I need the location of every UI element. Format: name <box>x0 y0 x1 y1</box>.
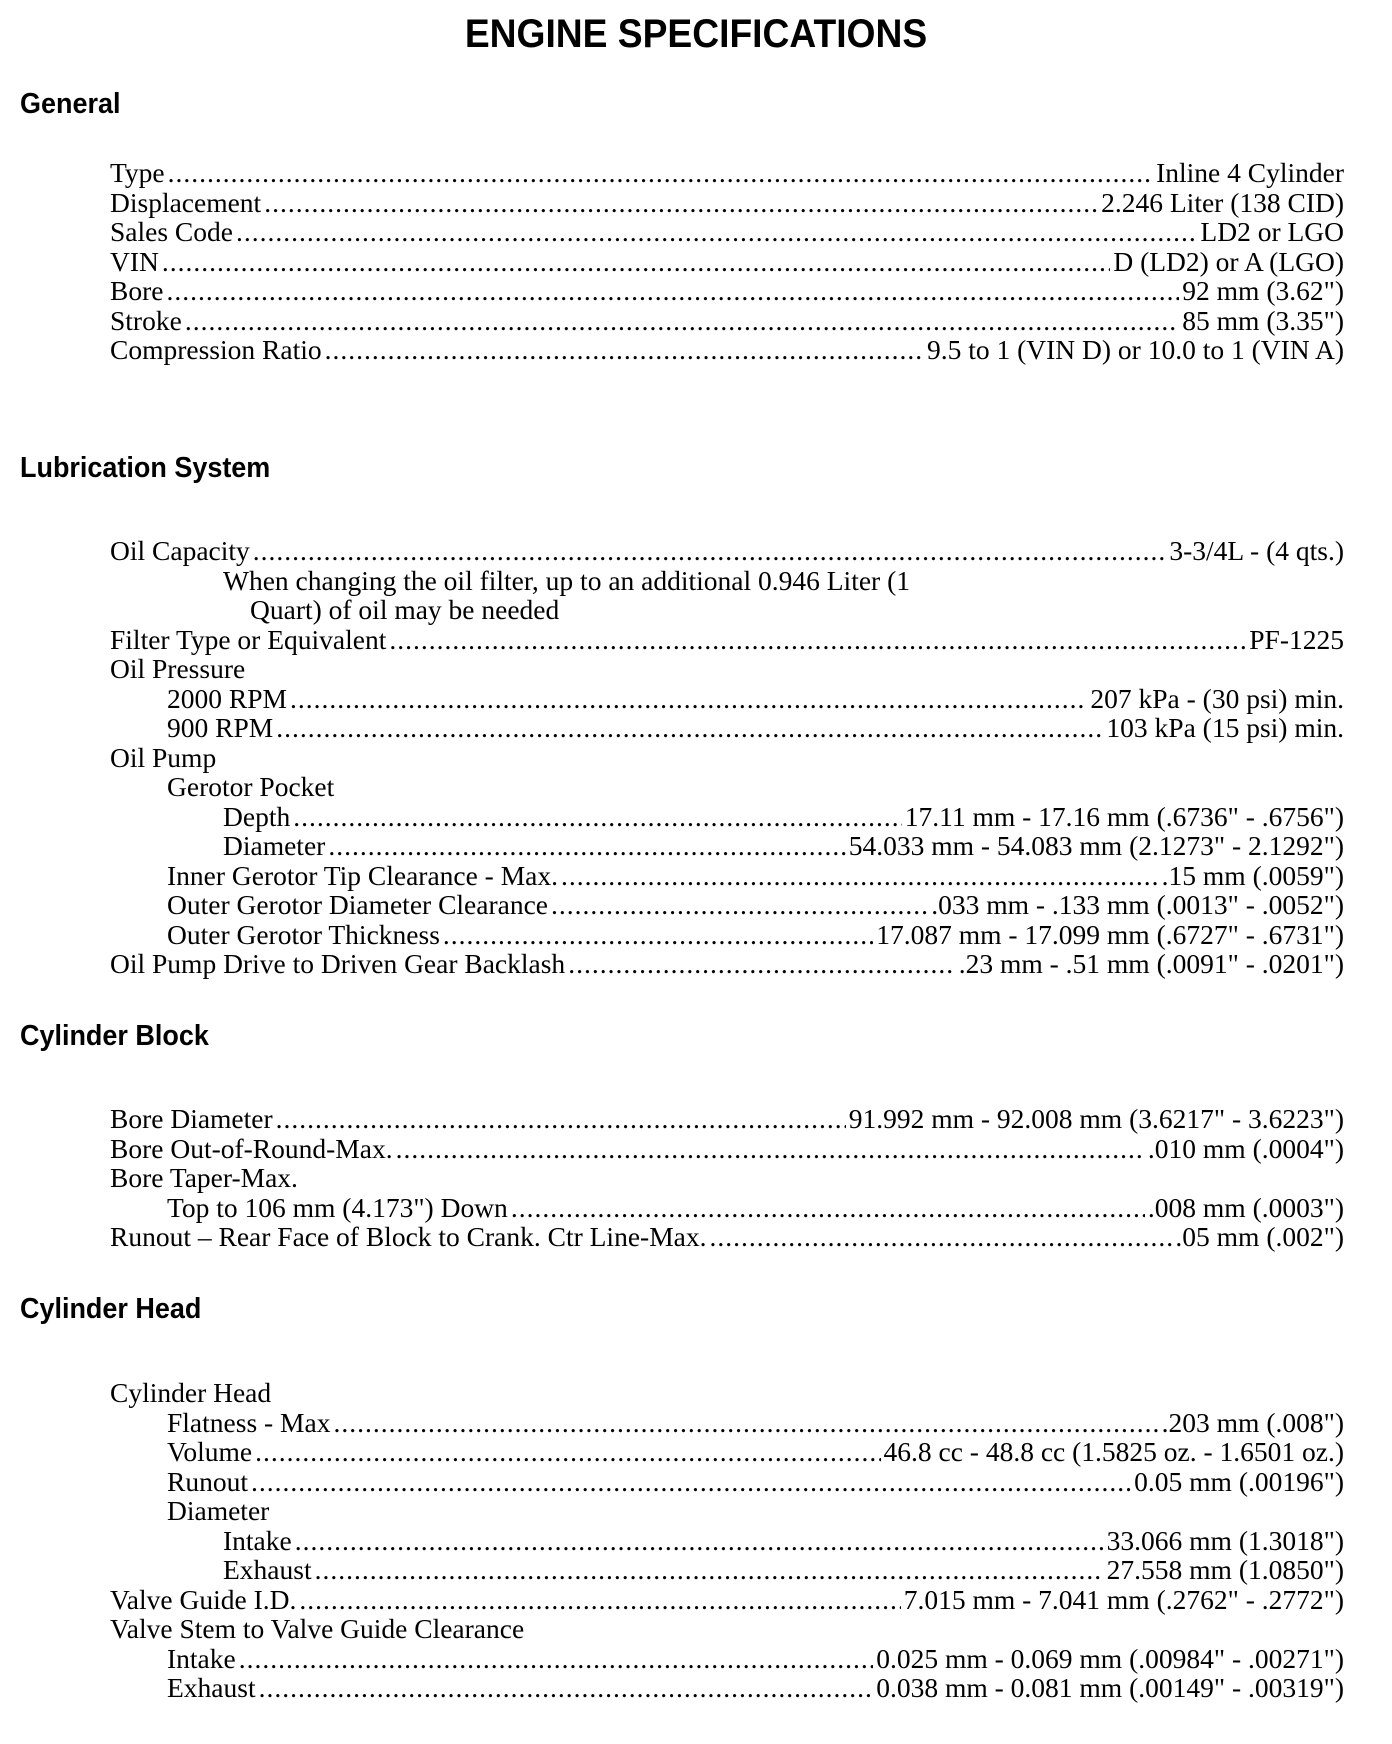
general-spec-list <box>110 158 1344 365</box>
spec-row-vin: VIN ..... D (LD2) or A (LGO) <box>110 247 1344 277</box>
spec-row-compression-ratio: Compression Ratio ..... 9.5 to 1 (VIN D) or 10.0 to 1 (VIN A) <box>110 335 1344 365</box>
spec-row-2000-rpm: 2000 RPM ..... 207 kPa - (30 psi) min. <box>110 684 1344 714</box>
spec-row-stroke: Stroke ..... 85 mm (3.35") <box>110 306 1344 336</box>
spec-row-type: Type ..... Inline 4 Cylinder <box>110 158 1344 188</box>
spec-row-depth: Depth ..... 17.11 mm - 17.16 mm (.6736" - .6756") <box>110 802 1344 832</box>
spec-row-oil-capacity: Oil Capacity ..... 3-3/4L - (4 qts.) <box>110 536 1344 566</box>
oil-filter-note-line1: When changing the oil filter, up to an additional 0.946 Liter (1 <box>223 564 910 596</box>
spec-row-bore-out-of-round: Bore Out-of-Round-Max. ..... .010 mm (.0004") <box>110 1134 1344 1164</box>
spec-row-valve-guide-id: Valve Guide I.D. ..... 7.015 mm - 7.041 mm (.2762" - .2772") <box>110 1585 1344 1615</box>
section-heading-general: General <box>20 88 121 120</box>
spec-row-bore-diameter: Bore Diameter ..... 91.992 mm - 92.008 mm (3.6217" - 3.6223") <box>110 1104 1344 1134</box>
subheading-diameter: Diameter <box>167 1495 270 1526</box>
section-heading-cylinder-head: Cylinder Head <box>20 1293 202 1325</box>
section-heading-cylinder-block: Cylinder Block <box>20 1020 209 1052</box>
spec-row-gear-backlash: Oil Pump Drive to Driven Gear Backlash ..... .23 mm - .51 mm (.0091" - .0201") <box>110 949 1344 979</box>
spec-row-outer-gerotor-thickness: Outer Gerotor Thickness ..... 17.087 mm - 17.099 mm (.6727" - .6731") <box>110 920 1344 950</box>
spec-row-inner-gerotor-tip: Inner Gerotor Tip Clearance - Max. ..... .15 mm (.0059") <box>110 861 1344 891</box>
spec-row-flatness: Flatness - Max ..... .203 mm (.008") <box>110 1408 1344 1438</box>
spec-row-head-runout: Runout ..... 0.05 mm (.00196") <box>110 1467 1344 1497</box>
page-title: ENGINE SPECIFICATIONS <box>464 12 928 56</box>
lubrication-spec-list <box>110 536 1344 979</box>
subheading-cylinder-head: Cylinder Head <box>110 1377 272 1408</box>
spec-row-stem-exhaust: Exhaust ..... 0.038 mm - 0.081 mm (.00149" - .00319") <box>110 1673 1344 1703</box>
spec-row-stem-intake: Intake ..... 0.025 mm - 0.069 mm (.00984" - .00271") <box>110 1644 1344 1674</box>
subheading-oil-pump: Oil Pump <box>110 741 217 773</box>
spec-row-outer-gerotor-diameter: Outer Gerotor Diameter Clearance ..... .033 mm - .133 mm (.0013" - .0052") <box>110 890 1344 920</box>
cylinder-block-spec-list <box>110 1104 1344 1252</box>
spec-row-exhaust-diameter: Exhaust ..... 27.558 mm (1.0850") <box>110 1555 1344 1585</box>
section-heading-lubrication: Lubrication System <box>20 452 271 484</box>
subheading-oil-pressure: Oil Pressure <box>110 653 246 684</box>
oil-filter-note-line2: Quart) of oil may be needed <box>250 594 560 625</box>
spec-row-block-runout: Runout – Rear Face of Block to Crank. Ctr Line-Max. ..... .05 mm (.002") <box>110 1222 1344 1252</box>
spec-row-displacement: Displacement ..... 2.246 Liter (138 CID) <box>110 188 1344 218</box>
spec-row-filter-type: Filter Type or Equivalent ..... PF-1225 <box>110 625 1344 655</box>
cylinder-head-spec-list <box>110 1378 1344 1703</box>
subheading-stem-clearance: Valve Stem to Valve Guide Clearance <box>110 1613 525 1644</box>
subheading-gerotor-pocket: Gerotor Pocket <box>167 771 335 802</box>
spec-row-sales-code: Sales Code ..... LD2 or LGO <box>110 217 1344 247</box>
spec-row-900-rpm: 900 RPM ..... 103 kPa (15 psi) min. <box>110 713 1344 743</box>
subheading-bore-taper: Bore Taper-Max. <box>110 1162 298 1193</box>
spec-row-bore: Bore ..... 92 mm (3.62") <box>110 276 1344 306</box>
spec-row-intake-diameter: Intake ..... 33.066 mm (1.3018") <box>110 1526 1344 1556</box>
spec-row-volume: Volume ..... 46.8 cc - 48.8 cc (1.5825 oz. - 1.6501 oz.) <box>110 1437 1344 1467</box>
spec-row-top-to-106: Top to 106 mm (4.173") Down ..... .008 mm (.0003") <box>110 1193 1344 1223</box>
spec-row-pocket-diameter: Diameter ..... 54.033 mm - 54.083 mm (2.1273" - 2.1292") <box>110 831 1344 861</box>
